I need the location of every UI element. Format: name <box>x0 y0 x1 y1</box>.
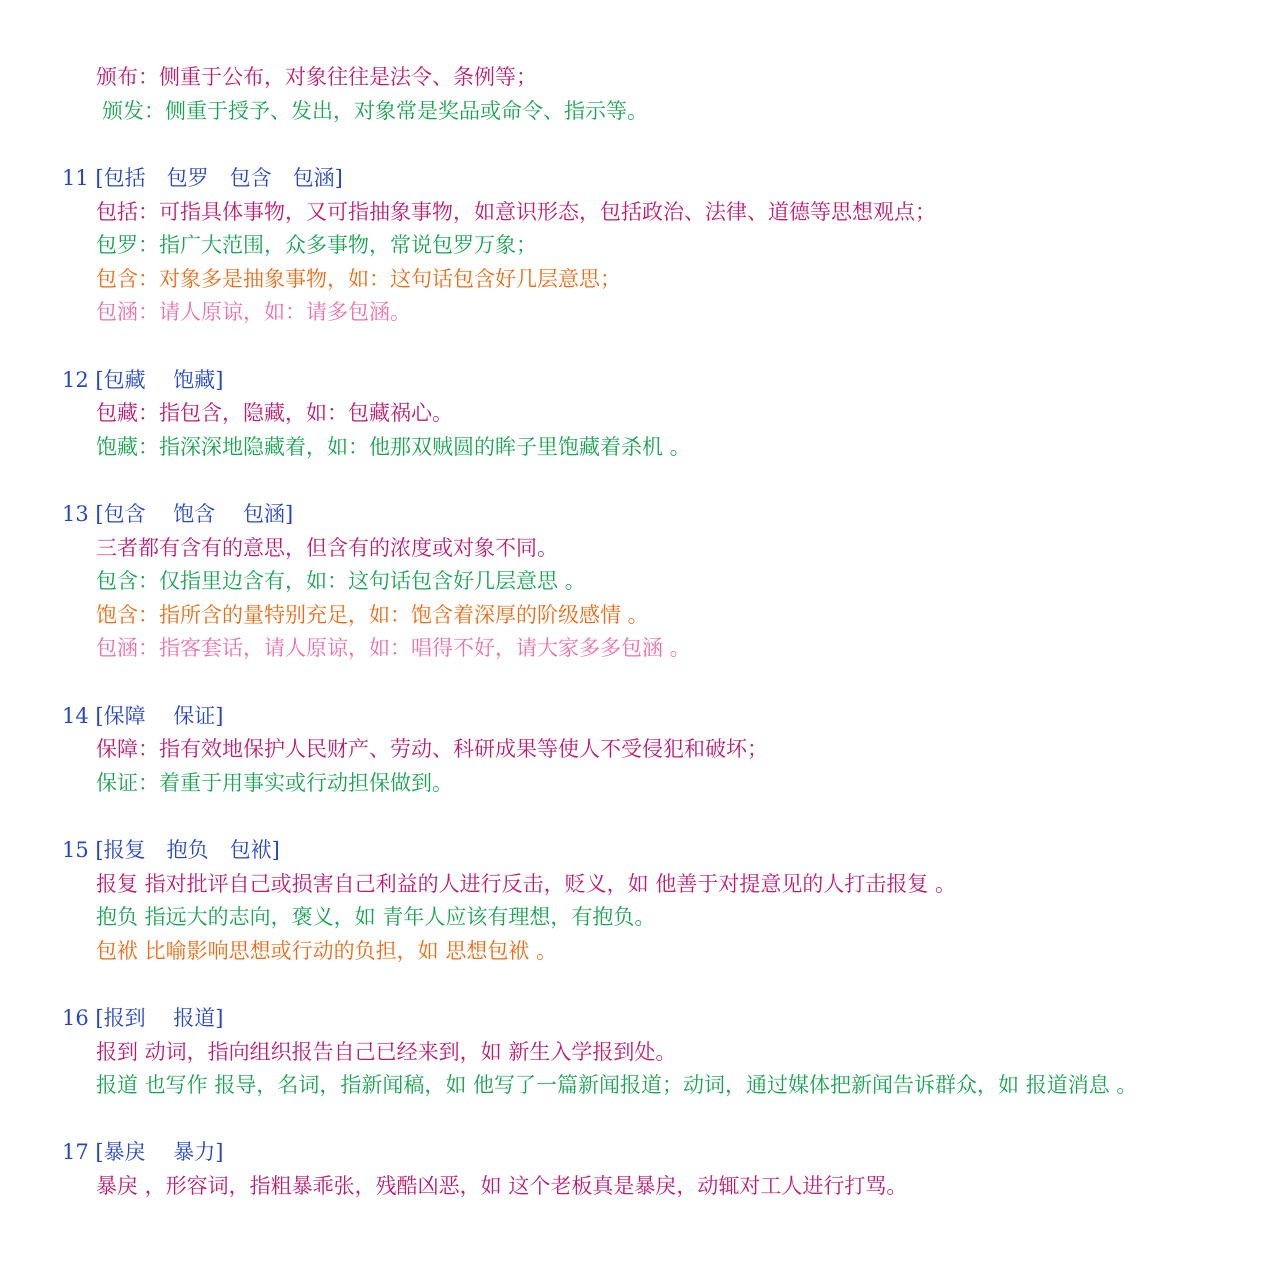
entry-heading-16: 16 [报到 报道] <box>62 1006 224 1030</box>
definition-baofu-ambition: 抱负 指远大的志向，褒义，如 青年人应该有理想，有抱负。 <box>96 905 656 929</box>
definition-baodao-arrive: 报到 动词，指向组织报告自己已经来到，如 新生入学报到处。 <box>96 1040 677 1064</box>
definition-baohan: 包含：对象多是抽象事物，如：这句话包含好几层意思； <box>96 267 621 291</box>
definition-baohan-full: 饱含：指所含的量特别充足，如：饱含着深厚的阶级感情 。 <box>96 603 649 627</box>
definition-baohan-forgive: 包涵：请人原谅，如：请多包涵。 <box>96 300 411 324</box>
definition-baozheng: 保证：着重于用事实或行动担保做到。 <box>96 771 453 795</box>
entry-heading-13: 13 [包含 饱含 包涵] <box>62 502 294 526</box>
definition-baofu-burden: 包袱 比喻影响思想或行动的负担，如 思想包袱 。 <box>96 939 558 963</box>
definition-baokuo: 包括：可指具体事物，又可指抽象事物，如意识形态，包括政治、法律、道德等思想观点； <box>96 200 936 224</box>
definition-baoli: 暴戾 ，形容词，指粗暴乖张，残酷凶恶，如 这个老板真是暴戾，动辄对工人进行打骂。 <box>96 1174 908 1198</box>
definition-baohan-polite: 包涵：指客套话，请人原谅，如：唱得不好，请大家多多包涵 。 <box>96 636 691 660</box>
definition-baozhang: 保障：指有效地保护人民财产、劳动、科研成果等使人不受侵犯和破坏； <box>96 737 768 761</box>
definition-banbu: 颁布：侧重于公布，对象往往是法令、条例等； <box>96 65 537 89</box>
entry-heading-15: 15 [报复 抱负 包袱] <box>62 838 280 862</box>
entry-heading-14: 14 [保障 保证] <box>62 704 224 728</box>
definition-intro-13: 三者都有含有的意思，但含有的浓度或对象不同。 <box>96 536 558 560</box>
entry-heading-12: 12 [包藏 饱藏] <box>62 368 224 392</box>
definition-banfa: 颁发：侧重于授予、发出，对象常是奖品或命令、指示等。 <box>102 99 648 123</box>
entry-heading-17: 17 [暴戾 暴力] <box>62 1140 224 1164</box>
definition-baocang-full: 饱藏：指深深地隐藏着，如：他那双贼圆的眸子里饱藏着杀机 。 <box>96 435 691 459</box>
definition-baodao-report: 报道 也写作 报导，名词，指新闻稿，如 他写了一篇新闻报道；动词，通过媒体把新闻告诉群众，如 报道消息 。 <box>96 1073 1138 1097</box>
definition-baofu: 报复 指对批评自己或损害自己利益的人进行反击，贬义，如 他善于对提意见的人打击报复 。 <box>96 872 957 896</box>
definition-baocang: 包藏：指包含，隐藏，如：包藏祸心。 <box>96 401 453 425</box>
entry-heading-11: 11 [包括 包罗 包含 包涵] <box>62 166 343 190</box>
definition-baoluo: 包罗：指广大范围，众多事物，常说包罗万象； <box>96 233 537 257</box>
definition-baohan-13: 包含：仅指里边含有，如：这句话包含好几层意思 。 <box>96 569 586 593</box>
